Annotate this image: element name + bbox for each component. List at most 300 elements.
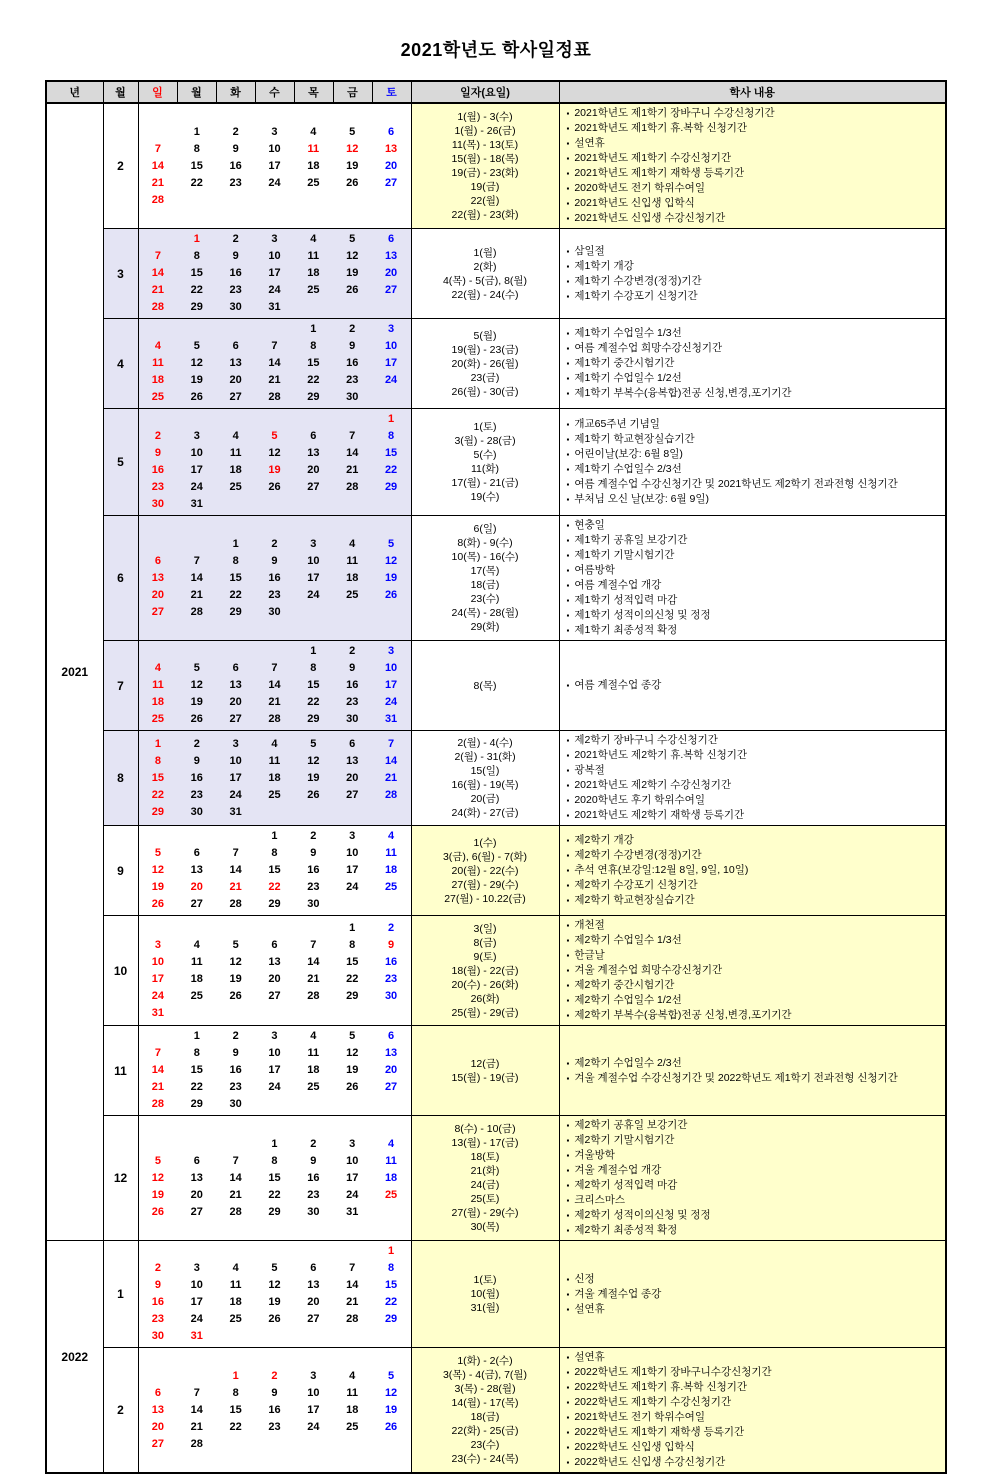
calendar-day: 4: [310, 233, 317, 245]
calendar-day: 3: [193, 430, 200, 442]
event-text: 제1학기 공휴일 보강기간: [574, 534, 688, 546]
calendar-day: 18: [151, 374, 165, 386]
bullet-icon: ▪: [566, 1073, 570, 1083]
event-date: 1(토): [473, 421, 497, 433]
calendar-day: 9: [232, 1047, 239, 1059]
event-date: 18(월) - 22(금): [451, 964, 519, 977]
event-text: 제1학기 성적입력 마감: [574, 594, 678, 606]
calendar-day: 5: [271, 1262, 278, 1274]
calendar-day: 10: [268, 142, 281, 155]
event-text: 신정: [574, 1272, 595, 1285]
calendar-day: 25: [384, 881, 398, 893]
month-number: 10: [103, 916, 138, 1026]
calendar-grid: [139, 643, 411, 728]
calendar-day: 4: [193, 938, 200, 951]
calendar-day: 15: [190, 159, 203, 172]
event-item: [567, 623, 942, 638]
bullet-icon: ▪: [566, 124, 570, 133]
calendar-day: 18: [384, 1171, 398, 1184]
calendar-day: 23: [190, 788, 203, 801]
calendar-day: 9: [349, 662, 356, 674]
calendar-day: 9: [349, 340, 356, 352]
event-date: 17(월) - 21(금): [451, 477, 519, 489]
calendar-day: 11: [268, 754, 281, 767]
weekday-header-wed: 수: [255, 81, 294, 103]
event-date: 5(월): [473, 329, 497, 342]
event-text: 2021학년도 전기 학위수여일: [574, 1411, 705, 1423]
calendar-day: 17: [307, 571, 320, 584]
bullet-icon: ▪: [566, 246, 570, 256]
calendar-day: 30: [384, 989, 398, 1002]
calendar-day: 7: [154, 250, 161, 262]
month-row: [46, 229, 946, 319]
bullet-icon: ▪: [566, 1413, 570, 1422]
bullet-icon: ▪: [566, 966, 570, 975]
bullet-icon: ▪: [566, 1211, 570, 1220]
calendar-day: 27: [384, 284, 398, 296]
event-item: [567, 211, 942, 226]
calendar-day: 27: [384, 176, 398, 189]
calendar-day: 13: [229, 357, 242, 369]
event-item: [567, 918, 942, 933]
event-text: 제2학기 최종성적 확정: [574, 1224, 678, 1236]
calendar-day: 1: [193, 233, 200, 245]
calendar-day: 16: [307, 1171, 320, 1184]
event-text: 2021학년도 제2학기 휴.복학 신청기간: [574, 749, 748, 761]
bullet-icon: ▪: [566, 551, 570, 560]
calendar-day: 28: [307, 989, 320, 1002]
event-date: 8(화) - 9(수): [457, 537, 513, 549]
event-text: 2020학년도 후기 학위수여일: [574, 794, 705, 806]
event-dates-cell: [411, 516, 559, 641]
event-item: [567, 1223, 942, 1238]
event-date: 1(월) - 3(수): [457, 111, 513, 123]
calendar-day: 29: [229, 605, 242, 618]
month-number: 1: [103, 1241, 138, 1348]
calendar-day: 19: [268, 464, 281, 476]
weekday-header-sun: 일: [138, 81, 177, 103]
calendar-day: 8: [310, 340, 317, 352]
calendar-day: 6: [388, 233, 395, 245]
event-text: 겨울방학: [574, 1149, 615, 1161]
calendar-day: 10: [190, 447, 203, 459]
event-text: 개천절: [574, 919, 605, 931]
event-date: 20(화) - 26(월): [451, 357, 519, 370]
event-date: 21(화): [470, 1165, 500, 1177]
calendar-day: 10: [384, 340, 398, 352]
calendar-day: 19: [346, 159, 359, 172]
bullet-icon: ▪: [566, 596, 570, 605]
calendar-day: 9: [271, 1386, 278, 1399]
calendar-day: 14: [151, 267, 165, 279]
calendar-day: 21: [268, 374, 281, 386]
event-item: [567, 593, 942, 608]
event-item: [567, 462, 942, 477]
month-calendar: [138, 229, 411, 319]
calendar-day: 15: [229, 571, 242, 584]
event-item: [567, 1272, 942, 1287]
calendar-day: 4: [154, 662, 161, 674]
calendar-day: 13: [229, 679, 242, 691]
bullet-icon: ▪: [566, 344, 570, 353]
calendar-day: 31: [190, 498, 203, 510]
calendar-day: 5: [193, 662, 200, 674]
calendar-day: 21: [307, 972, 320, 985]
calendar-day: 16: [190, 771, 203, 784]
calendar-day: 10: [307, 1386, 320, 1399]
calendar-day: 4: [232, 430, 239, 442]
event-item: [567, 1455, 942, 1470]
calendar-day: 11: [229, 447, 242, 459]
calendar-day: 21: [346, 464, 359, 476]
calendar-day: 14: [268, 357, 281, 369]
calendar-day: 26: [384, 1420, 398, 1433]
calendar-day: 3: [232, 737, 239, 750]
event-item: [567, 432, 942, 447]
event-text: 제1학기 개강: [574, 259, 634, 272]
event-item: [567, 563, 942, 578]
event-text: 2021학년도 제1학기 장바구니 수강신청기간: [574, 107, 775, 119]
calendar-day: 7: [349, 430, 356, 442]
calendar-grid: [139, 1136, 411, 1221]
event-contents-cell: [559, 1348, 946, 1474]
event-text: 설연휴: [574, 1351, 605, 1363]
event-date: 23(금): [470, 371, 500, 384]
calendar-day: 9: [154, 1279, 161, 1291]
calendar-day: 9: [232, 250, 239, 262]
event-text: 여름 계절수업 수강신청기간 및 2021학년도 제2학기 전과전형 신청기간: [574, 478, 898, 490]
calendar-day: 7: [232, 1154, 239, 1167]
bullet-icon: ▪: [566, 811, 570, 820]
calendar-day: 3: [349, 1137, 356, 1150]
calendar-day: 14: [268, 679, 281, 691]
event-contents-cell: [559, 731, 946, 826]
calendar-day: 30: [307, 1205, 320, 1218]
event-text: 제1학기 기말시험기간: [574, 549, 675, 561]
event-item: [567, 678, 942, 693]
calendar-day: 28: [151, 301, 165, 313]
calendar-day: 27: [307, 1313, 320, 1325]
calendar-day: 14: [190, 1403, 203, 1416]
calendar-day: 24: [268, 1081, 281, 1093]
col-header-month: 월: [103, 81, 138, 103]
event-date: 1(토): [473, 1274, 497, 1286]
calendar-day: 6: [193, 1154, 200, 1167]
event-text: 제2학기 기말시험기간: [574, 1134, 675, 1146]
bullet-icon: ▪: [566, 1166, 570, 1175]
event-item: [567, 289, 942, 304]
calendar-day: 12: [190, 679, 203, 691]
month-number: 2: [103, 1348, 138, 1474]
calendar-day: 12: [384, 554, 398, 567]
calendar-day: 18: [346, 571, 359, 584]
calendar-day: 28: [268, 713, 281, 725]
event-date: 15(월) - 18(목): [451, 153, 519, 165]
month-calendar: [138, 641, 411, 731]
month-calendar: [138, 319, 411, 409]
calendar-day: 24: [346, 881, 359, 893]
calendar-day: 29: [190, 1098, 203, 1110]
month-calendar: [138, 916, 411, 1026]
event-text: 추석 연휴(보강일:12월 8일, 9일, 10일): [574, 864, 749, 876]
calendar-day: 27: [307, 481, 320, 493]
calendar-day: 31: [346, 1205, 359, 1218]
event-text: 겨울 계절수업 종강: [574, 1287, 662, 1300]
calendar-day: 22: [346, 972, 359, 985]
event-date: 24(화) - 27(금): [451, 807, 519, 819]
event-dates-cell: [411, 409, 559, 516]
calendar-day: 31: [229, 805, 242, 818]
calendar-day: 19: [151, 881, 165, 893]
bullet-icon: ▪: [566, 836, 570, 845]
month-row: [46, 1348, 946, 1474]
calendar-day: 17: [346, 864, 359, 876]
event-text: 제2학기 부복수(융복합)전공 신청,변경,포기기간: [574, 1009, 792, 1021]
calendar-day: 20: [384, 159, 398, 172]
calendar-day: 6: [271, 938, 278, 951]
bullet-icon: ▪: [566, 1151, 570, 1160]
month-number: 7: [103, 641, 138, 731]
bullet-icon: ▪: [566, 276, 570, 286]
calendar-day: 19: [307, 771, 320, 784]
calendar-day: 21: [151, 284, 165, 296]
month-number: 9: [103, 826, 138, 916]
event-item: [567, 121, 942, 136]
event-item: [567, 1208, 942, 1223]
bullet-icon: ▪: [566, 996, 570, 1005]
calendar-day: 12: [151, 1171, 165, 1184]
calendar-day: 23: [307, 1188, 320, 1201]
calendar-day: 18: [346, 1403, 359, 1416]
table-header-row: [46, 81, 946, 103]
month-calendar: [138, 516, 411, 641]
event-date: 26(월) - 30(금): [451, 385, 519, 398]
bullet-icon: ▪: [566, 1353, 570, 1362]
calendar-day: 8: [349, 938, 356, 951]
calendar-day: 6: [388, 1030, 395, 1042]
event-item: [567, 1193, 942, 1208]
bullet-icon: ▪: [566, 1428, 570, 1437]
event-text: 제1학기 성적이의신청 및 정정: [574, 609, 711, 621]
event-text: 2022학년도 제1학기 휴.복학 신청기간: [574, 1381, 748, 1393]
bullet-icon: ▪: [566, 566, 570, 575]
calendar-day: 19: [268, 1296, 281, 1308]
calendar-day: 13: [190, 1171, 203, 1184]
event-date: 11(화): [470, 463, 500, 475]
bullet-icon: ▪: [566, 199, 570, 208]
calendar-day: 25: [307, 1081, 320, 1093]
calendar-day: 8: [310, 662, 317, 674]
calendar-day: 27: [229, 713, 242, 725]
calendar-day: 20: [190, 1188, 203, 1201]
bullet-icon: ▪: [566, 1458, 570, 1467]
calendar-day: 28: [190, 1437, 203, 1450]
calendar-day: 7: [232, 847, 239, 859]
bullet-icon: ▪: [566, 109, 570, 118]
calendar-day: 14: [346, 447, 359, 459]
bullet-icon: ▪: [566, 480, 570, 489]
event-dates-cell: [411, 1026, 559, 1116]
calendar-day: 29: [268, 898, 281, 910]
calendar-day: 23: [307, 881, 320, 893]
calendar-day: 25: [307, 176, 320, 189]
event-date: 5(수): [473, 449, 497, 461]
bullet-icon: ▪: [566, 1058, 570, 1068]
event-item: [567, 848, 942, 863]
calendar-day: 31: [151, 1006, 165, 1019]
calendar-day: 13: [384, 250, 398, 262]
bullet-icon: ▪: [566, 495, 570, 504]
event-date: 23(수): [470, 593, 500, 605]
calendar-day: 29: [346, 989, 359, 1002]
calendar-day: 15: [384, 1279, 398, 1291]
event-text: 2021학년도 신입생 입학식: [574, 197, 695, 209]
calendar-day: 1: [154, 737, 161, 750]
calendar-day: 1: [271, 1137, 278, 1150]
calendar-day: 8: [193, 1047, 200, 1059]
event-contents-cell: [559, 826, 946, 916]
calendar-day: 26: [190, 713, 203, 725]
calendar-day: 15: [268, 1171, 281, 1184]
event-date: 1(수): [473, 836, 497, 849]
calendar-day: 4: [388, 830, 395, 842]
event-text: 2022학년도 신입생 수강신청기간: [574, 1456, 726, 1468]
calendar-day: 30: [151, 498, 165, 510]
event-date: 18(금): [470, 579, 500, 591]
bullet-icon: ▪: [566, 951, 570, 960]
calendar-day: 8: [271, 1154, 278, 1167]
event-text: 제2학기 수업일수 2/3선: [574, 1056, 682, 1069]
calendar-day: 19: [384, 1403, 398, 1416]
event-item: [567, 1056, 942, 1071]
event-item: [567, 136, 942, 151]
event-item: [567, 106, 942, 121]
event-dates-cell: [411, 641, 559, 731]
calendar-day: 3: [388, 323, 395, 335]
month-calendar: [138, 731, 411, 826]
event-item: [567, 793, 942, 808]
calendar-grid: [139, 1243, 411, 1345]
event-date: 19(수): [470, 491, 500, 503]
weekday-header-tue: 화: [216, 81, 255, 103]
event-item: [567, 808, 942, 823]
calendar-day: 29: [384, 1313, 398, 1325]
col-header-date: 일자(요일): [411, 81, 559, 103]
calendar-day: 28: [151, 1098, 165, 1110]
calendar-day: 21: [346, 1296, 359, 1308]
month-number: 3: [103, 229, 138, 319]
calendar-day: 12: [151, 864, 165, 876]
calendar-day: 11: [385, 1154, 397, 1167]
calendar-day: 11: [307, 142, 320, 155]
calendar-day: 25: [151, 713, 165, 725]
calendar-day: 22: [307, 696, 320, 708]
calendar-day: 16: [229, 1064, 242, 1076]
event-date: 19(금): [470, 181, 500, 193]
calendar-day: 24: [190, 481, 203, 493]
bullet-icon: ▪: [566, 536, 570, 545]
calendar-day: 24: [384, 374, 398, 386]
calendar-day: 31: [384, 713, 398, 725]
calendar-day: 31: [268, 301, 281, 313]
calendar-day: 14: [384, 754, 398, 767]
calendar-day: 25: [229, 1313, 242, 1325]
event-date: 3(목) - 4(금), 7(월): [442, 1369, 528, 1381]
calendar-day: 18: [151, 696, 165, 708]
calendar-day: 23: [268, 588, 281, 601]
event-text: 제2학기 수업일수 1/2선: [574, 994, 682, 1006]
calendar-day: 5: [232, 938, 239, 951]
calendar-day: 14: [229, 1171, 242, 1184]
calendar-day: 5: [154, 1154, 161, 1167]
calendar-day: 21: [229, 881, 242, 893]
event-date: 20(금): [470, 793, 500, 805]
calendar-day: 25: [151, 391, 165, 403]
event-item: [567, 1118, 942, 1133]
calendar-day: 16: [151, 1296, 165, 1308]
calendar-day: 24: [190, 1313, 203, 1325]
event-item: [567, 1302, 942, 1317]
event-dates-cell: [411, 826, 559, 916]
event-item: [567, 477, 942, 492]
calendar-day: 10: [151, 955, 165, 968]
calendar-day: 29: [190, 301, 203, 313]
event-item: [567, 417, 942, 432]
calendar-day: 16: [268, 1403, 281, 1416]
calendar-day: 2: [232, 125, 239, 138]
weekday-header-mon: 월: [177, 81, 216, 103]
event-item: [567, 548, 942, 563]
month-row: [46, 731, 946, 826]
calendar-grid: [139, 828, 411, 913]
bullet-icon: ▪: [566, 736, 570, 745]
calendar-day: 7: [193, 554, 200, 567]
event-item: [567, 1148, 942, 1163]
event-date: 1(월): [473, 246, 497, 259]
calendar-day: 11: [152, 679, 164, 691]
calendar-day: 30: [229, 1098, 242, 1110]
event-item: [567, 1287, 942, 1302]
bullet-icon: ▪: [566, 1274, 570, 1284]
event-contents-cell: [559, 1026, 946, 1116]
calendar-day: 24: [307, 588, 320, 601]
bullet-icon: ▪: [566, 291, 570, 301]
event-date: 26(화): [470, 992, 500, 1005]
bullet-icon: ▪: [566, 389, 570, 398]
bullet-icon: ▪: [566, 866, 570, 875]
calendar-day: 3: [193, 1262, 200, 1274]
calendar-day: 13: [190, 864, 203, 876]
event-contents-cell: [559, 516, 946, 641]
calendar-day: 30: [268, 605, 281, 618]
calendar-day: 22: [268, 881, 281, 893]
event-date: 3(월) - 28(금): [454, 435, 516, 447]
event-item: [567, 978, 942, 993]
calendar-day: 2: [232, 1030, 239, 1042]
calendar-day: 7: [271, 662, 278, 674]
month-row: [46, 1241, 946, 1348]
calendar-day: 3: [310, 1369, 317, 1382]
bullet-icon: ▪: [566, 851, 570, 860]
month-calendar: [138, 1116, 411, 1241]
bullet-icon: ▪: [566, 1398, 570, 1407]
calendar-day: 16: [307, 864, 320, 876]
bullet-icon: ▪: [566, 626, 570, 635]
calendar-day: 24: [307, 1420, 320, 1433]
event-date: 20(월) - 22(수): [451, 864, 519, 877]
calendar-day: 2: [154, 1262, 161, 1274]
calendar-day: 30: [151, 1330, 165, 1342]
